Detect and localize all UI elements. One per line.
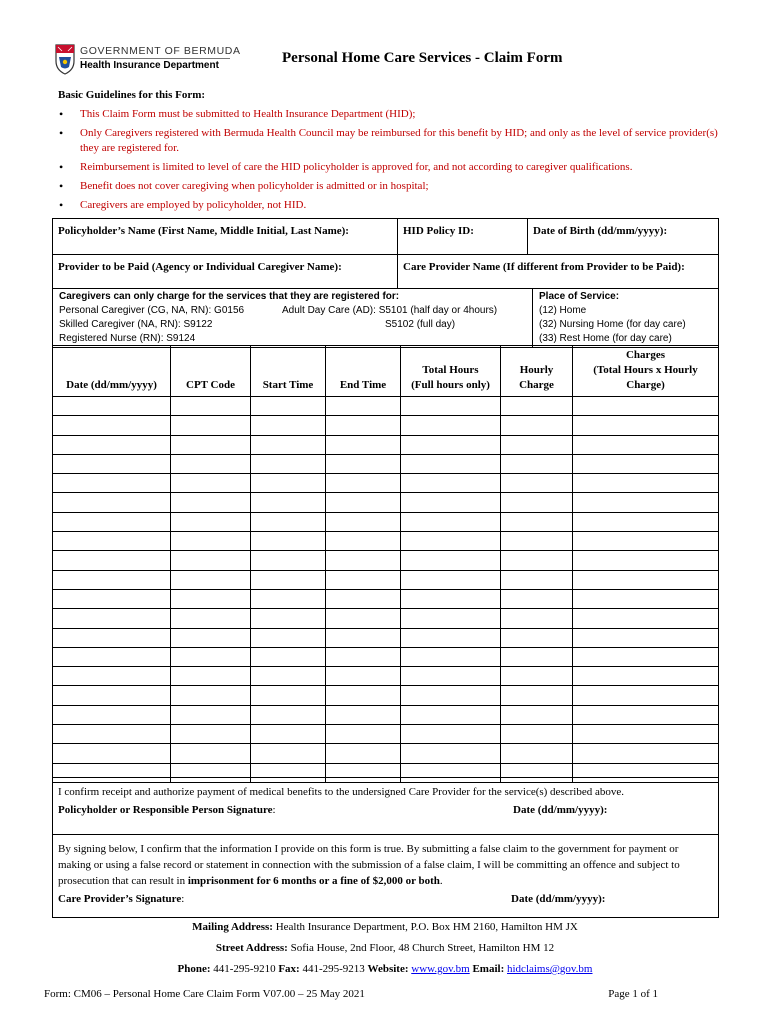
entry-cell[interactable] — [251, 667, 326, 686]
entry-cell[interactable] — [573, 397, 719, 416]
entry-cell[interactable] — [326, 609, 401, 628]
street-address — [52, 938, 718, 959]
entry-cell[interactable] — [401, 474, 501, 493]
entry-cell[interactable] — [573, 474, 719, 493]
table-row — [53, 725, 719, 744]
entry-cell[interactable] — [401, 725, 501, 744]
col-date-label: Date (dd/mm/yyyy) — [66, 379, 157, 391]
table-row — [53, 512, 719, 531]
col-charges — [573, 346, 719, 397]
entry-cell[interactable] — [171, 570, 251, 589]
entry-cell[interactable] — [401, 551, 501, 570]
declaration-end: . — [439, 875, 443, 887]
hid-policy-id-label: HID Policy ID: — [403, 225, 474, 237]
table-row — [53, 686, 719, 705]
entry-cell[interactable] — [573, 686, 719, 705]
entry-cell[interactable] — [501, 647, 573, 666]
entry-cell[interactable] — [573, 493, 719, 512]
entry-cell[interactable] — [251, 532, 326, 551]
entry-cell[interactable] — [53, 474, 171, 493]
entry-cell[interactable] — [53, 647, 171, 666]
service-codes-cell — [53, 289, 533, 348]
col-total-hours — [401, 346, 501, 397]
date-of-birth-label: Date of Birth (dd/mm/yyyy): — [533, 225, 668, 237]
col-hourly-sublabel: Charge — [519, 379, 554, 391]
entry-cell[interactable] — [53, 686, 171, 705]
website-link[interactable]: www.gov.bm — [411, 963, 470, 975]
declaration-penalty: imprisonment for 6 months or a fine of $2,000 or both — [187, 875, 440, 887]
guideline-item: • This Claim Form must be submitted to Health Insurance Department (HID); — [58, 107, 718, 122]
col-charges-label: Charges — [625, 349, 666, 361]
col-cpt-code — [171, 346, 251, 397]
table-row — [53, 435, 719, 454]
entry-cell[interactable] — [501, 435, 573, 454]
phone-fax-web-email — [52, 959, 718, 980]
form-header — [52, 40, 722, 80]
entry-cell[interactable] — [171, 725, 251, 744]
policyholder-name-field[interactable] — [53, 219, 398, 255]
guideline-item: • Caregivers are employed by policyholder, not HID. — [58, 198, 718, 213]
email-link[interactable]: hidclaims@gov.bm — [507, 963, 593, 975]
declaration-text — [58, 841, 713, 889]
entry-cell[interactable] — [501, 589, 573, 608]
contact-information — [52, 917, 718, 980]
provider-to-be-paid-label: Provider to be Paid (Agency or Individual Caregiver Name): — [58, 261, 342, 273]
table-row — [53, 589, 719, 608]
department-name: Health Insurance Department — [80, 60, 219, 71]
col-charges-sublabel: (Total Hours x Hourly — [593, 364, 698, 376]
entry-cell[interactable] — [171, 589, 251, 608]
place-of-service-cell — [533, 289, 719, 348]
signature-table — [52, 777, 719, 918]
place-nursing-home: (32) Nursing Home (for day care) — [539, 319, 686, 330]
entry-cell[interactable] — [326, 628, 401, 647]
entry-cell[interactable] — [251, 609, 326, 628]
entry-cell[interactable] — [401, 609, 501, 628]
website-label: Website: — [367, 963, 409, 975]
provider-signature-field[interactable] — [58, 891, 184, 907]
entry-cell[interactable] — [171, 705, 251, 724]
entry-cell[interactable] — [53, 667, 171, 686]
table-row — [53, 416, 719, 435]
table-row — [53, 532, 719, 551]
place-of-service-title: Place of Service: — [539, 291, 620, 302]
policyholder-name-label: Policyholder’s Name (First Name, Middle Initial, Last Name): — [58, 225, 349, 237]
provider-signature-label: Care Provider’s Signature — [58, 893, 182, 905]
entry-cell[interactable] — [326, 551, 401, 570]
table-row — [53, 628, 719, 647]
entry-cell[interactable] — [53, 551, 171, 570]
table-row — [53, 744, 719, 763]
col-start-time — [251, 346, 326, 397]
entry-cell[interactable] — [53, 454, 171, 473]
entry-cell[interactable] — [326, 474, 401, 493]
entry-cell[interactable] — [53, 512, 171, 531]
entry-cell[interactable] — [401, 589, 501, 608]
entry-cell[interactable] — [171, 454, 251, 473]
entry-cell[interactable] — [326, 454, 401, 473]
entry-cell[interactable] — [501, 416, 573, 435]
entry-cell[interactable] — [501, 570, 573, 589]
provider-signature-colon: : — [181, 893, 185, 905]
entry-cell[interactable] — [326, 435, 401, 454]
entry-cell[interactable] — [326, 686, 401, 705]
logo-divider — [80, 58, 230, 59]
entry-cell[interactable] — [401, 454, 501, 473]
place-home: (12) Home — [539, 305, 587, 316]
entry-cell[interactable] — [53, 628, 171, 647]
policyholder-signature-colon: : — [272, 804, 276, 816]
entry-cell[interactable] — [53, 416, 171, 435]
street-address-value: Sofia House, 2nd Floor, 48 Church Street, Hamilton HM 12 — [287, 942, 555, 954]
entry-cell[interactable] — [573, 725, 719, 744]
entry-cell[interactable] — [401, 570, 501, 589]
entry-cell[interactable] — [326, 589, 401, 608]
col-charges-sublabel-2: Charge) — [626, 379, 665, 391]
col-hourly-charge — [501, 346, 573, 397]
guideline-item: • Reimbursement is limited to level of care the HID policyholder is approved for, and not according to caregiver qualifications. — [58, 160, 718, 175]
entry-cell[interactable] — [326, 667, 401, 686]
entry-cell[interactable] — [171, 667, 251, 686]
fax-value: 441-295-9213 — [299, 963, 368, 975]
entry-cell[interactable] — [53, 532, 171, 551]
entry-cell[interactable] — [501, 474, 573, 493]
entry-cell[interactable] — [251, 705, 326, 724]
provider-date-field[interactable] — [511, 891, 605, 907]
entry-cell[interactable] — [326, 493, 401, 512]
entry-cell[interactable] — [573, 454, 719, 473]
phone-label: Phone: — [177, 963, 211, 975]
entry-cell[interactable] — [53, 725, 171, 744]
entry-cell[interactable] — [326, 570, 401, 589]
entry-cell[interactable] — [501, 551, 573, 570]
entry-cell[interactable] — [251, 397, 326, 416]
col-end-time — [326, 346, 401, 397]
entry-cell[interactable] — [573, 647, 719, 666]
hid-policy-id-field[interactable] — [398, 219, 528, 255]
policyholder-signature-field[interactable] — [58, 802, 276, 818]
entry-cell[interactable] — [326, 416, 401, 435]
table-row — [53, 667, 719, 686]
provider-declaration-cell — [53, 835, 719, 918]
street-address-label: Street Address: — [215, 942, 288, 954]
entry-cell[interactable] — [501, 512, 573, 531]
entry-cell[interactable] — [501, 493, 573, 512]
entry-cell[interactable] — [53, 397, 171, 416]
entry-cell[interactable] — [251, 551, 326, 570]
col-date — [53, 346, 171, 397]
entry-cell[interactable] — [53, 744, 171, 763]
entry-cell[interactable] — [326, 397, 401, 416]
care-provider-name-label: Care Provider Name (If different from Provider to be Paid): — [403, 261, 685, 273]
entry-cell[interactable] — [251, 647, 326, 666]
entry-cell[interactable] — [53, 705, 171, 724]
government-logo — [52, 43, 241, 79]
policyholder-info-table — [52, 218, 719, 289]
entry-cell[interactable] — [401, 532, 501, 551]
col-hourly-label: Hourly — [519, 364, 554, 376]
entry-cell[interactable] — [251, 686, 326, 705]
entry-cell[interactable] — [573, 628, 719, 647]
entry-cell[interactable] — [573, 532, 719, 551]
entry-cell[interactable] — [326, 512, 401, 531]
entry-cell[interactable] — [573, 705, 719, 724]
entry-cell[interactable] — [401, 416, 501, 435]
entry-cell[interactable] — [501, 744, 573, 763]
entry-cell[interactable] — [251, 725, 326, 744]
entry-cell[interactable] — [171, 744, 251, 763]
entry-cell[interactable] — [501, 532, 573, 551]
registered-nurse-code: Registered Nurse (RN): S9124 — [59, 333, 196, 344]
entry-cell[interactable] — [171, 532, 251, 551]
entry-cell[interactable] — [573, 589, 719, 608]
entry-cell[interactable] — [326, 532, 401, 551]
service-codes-heading: Caregivers can only charge for the services that they are registered for: — [59, 291, 400, 302]
entry-cell[interactable] — [573, 744, 719, 763]
entry-cell[interactable] — [401, 435, 501, 454]
entry-cell[interactable] — [251, 474, 326, 493]
date-of-birth-field[interactable] — [528, 219, 719, 255]
entry-cell[interactable] — [401, 628, 501, 647]
provider-to-be-paid-field[interactable] — [53, 255, 398, 289]
entry-cell[interactable] — [501, 686, 573, 705]
entry-cell[interactable] — [171, 551, 251, 570]
entry-cell[interactable] — [501, 667, 573, 686]
entry-cell[interactable] — [501, 705, 573, 724]
entry-cell[interactable] — [401, 744, 501, 763]
entry-cell[interactable] — [401, 512, 501, 531]
table-row — [53, 609, 719, 628]
entry-cell[interactable] — [573, 667, 719, 686]
page-number: Page 1 of 1 — [608, 988, 658, 1000]
entry-cell[interactable] — [251, 416, 326, 435]
policyholder-authorization-cell — [53, 778, 719, 835]
bermuda-crest-icon — [54, 43, 76, 75]
entry-cell[interactable] — [53, 570, 171, 589]
entry-cell[interactable] — [53, 435, 171, 454]
entry-cell[interactable] — [171, 397, 251, 416]
entry-cell[interactable] — [171, 416, 251, 435]
entry-cell[interactable] — [326, 705, 401, 724]
guideline-item: • Benefit does not cover caregiving when policyholder is admitted or in hospital; — [58, 179, 718, 194]
care-provider-name-field[interactable] — [398, 255, 719, 289]
service-entries-table — [52, 345, 719, 783]
policyholder-signature-label: Policyholder or Responsible Person Signature — [58, 804, 273, 816]
entry-cell[interactable] — [251, 435, 326, 454]
col-end-label: End Time — [339, 379, 387, 391]
entry-cell[interactable] — [573, 416, 719, 435]
entry-cell[interactable] — [401, 667, 501, 686]
entry-cell[interactable] — [171, 493, 251, 512]
entry-cell[interactable] — [501, 609, 573, 628]
entry-cell[interactable] — [171, 474, 251, 493]
provider-date-label: Date (dd/mm/yyyy): — [511, 893, 606, 905]
entry-cell[interactable] — [573, 512, 719, 531]
entry-cell[interactable] — [326, 725, 401, 744]
entry-cell[interactable] — [326, 744, 401, 763]
entry-cell[interactable] — [53, 609, 171, 628]
authorization-text: I confirm receipt and authorize payment of medical benefits to the undersigned Care Provider for the service(s) described above. — [58, 786, 624, 798]
col-total-hours-sublabel: (Full hours only) — [411, 379, 490, 391]
guideline-item: • Only Caregivers registered with Bermuda Health Council may be reimbursed for this benefit by HID; and only as the level of service provider(s) they are registered for. — [58, 126, 718, 156]
declaration-body: By signing below, I confirm that the information I provide on this form is true. By submitting a false claim to the government for payment or making or using a false record or statement in connection with the submission of a false claim, I will be committing an offence and subject to prosecution that can result in — [58, 843, 680, 887]
table-row — [53, 551, 719, 570]
entry-cell[interactable] — [251, 744, 326, 763]
entry-cell[interactable] — [251, 570, 326, 589]
table-row — [53, 474, 719, 493]
entry-cell[interactable] — [171, 512, 251, 531]
entry-cell[interactable] — [501, 725, 573, 744]
entry-cell[interactable] — [251, 512, 326, 531]
fax-label: Fax: — [278, 963, 300, 975]
mailing-address — [52, 917, 718, 938]
entry-cell[interactable] — [573, 551, 719, 570]
entry-cell[interactable] — [251, 493, 326, 512]
guidelines-list — [58, 107, 718, 213]
mailing-address-label: Mailing Address: — [192, 921, 273, 933]
table-row — [53, 493, 719, 512]
mailing-address-value: Health Insurance Department, P.O. Box HM 2160, Hamilton HM JX — [272, 921, 578, 933]
personal-caregiver-code: Personal Caregiver (CG, NA, RN): G0156 — [59, 305, 245, 316]
policyholder-date-label: Date (dd/mm/yyyy): — [513, 804, 608, 816]
entry-cell[interactable] — [53, 589, 171, 608]
entry-cell[interactable] — [53, 493, 171, 512]
policyholder-date-field[interactable] — [513, 802, 607, 818]
guidelines-title: Basic Guidelines for this Form: — [58, 89, 206, 101]
adult-day-care-code: Adult Day Care (AD): S5101 (half day or 4hours) — [282, 305, 498, 316]
phone-value: 441-295-9210 — [210, 963, 279, 975]
entry-cell[interactable] — [573, 609, 719, 628]
col-start-label: Start Time — [262, 379, 314, 391]
entry-cell[interactable] — [573, 435, 719, 454]
entry-cell[interactable] — [501, 628, 573, 647]
entry-cell[interactable] — [401, 647, 501, 666]
place-rest-home: (33) Rest Home (for day care) — [539, 333, 672, 344]
table-header-row — [53, 346, 719, 397]
entry-cell[interactable] — [251, 628, 326, 647]
skilled-caregiver-code: Skilled Caregiver (NA, RN): S9122 — [59, 319, 213, 330]
entry-cell[interactable] — [171, 686, 251, 705]
table-row — [53, 705, 719, 724]
entry-cell[interactable] — [326, 647, 401, 666]
entry-cell[interactable] — [171, 609, 251, 628]
entry-cell[interactable] — [401, 705, 501, 724]
table-row — [53, 647, 719, 666]
services-table — [52, 288, 719, 348]
basic-guidelines — [58, 88, 718, 217]
entry-cell[interactable] — [573, 570, 719, 589]
entry-cell[interactable] — [171, 435, 251, 454]
entry-cell[interactable] — [501, 454, 573, 473]
page-title: Personal Home Care Services - Claim Form — [282, 50, 563, 66]
entry-cell[interactable] — [401, 686, 501, 705]
entry-cell[interactable] — [401, 493, 501, 512]
entry-cell[interactable] — [401, 397, 501, 416]
entry-cell[interactable] — [251, 589, 326, 608]
col-total-hours-label: Total Hours — [422, 364, 479, 376]
form-identifier: Form: CM06 – Personal Home Care Claim Form V07.00 – 25 May 2021 — [44, 988, 365, 1000]
entry-cell[interactable] — [171, 647, 251, 666]
entry-cell[interactable] — [171, 628, 251, 647]
entry-cell[interactable] — [251, 454, 326, 473]
email-label: Email: — [472, 963, 505, 975]
government-name: GOVERNMENT OF BERMUDA — [80, 45, 241, 57]
table-row — [53, 570, 719, 589]
table-row — [53, 454, 719, 473]
adult-day-care-full-code: S5102 (full day) — [385, 319, 456, 330]
col-cpt-label: CPT Code — [186, 379, 235, 391]
table-row — [53, 397, 719, 416]
entry-cell[interactable] — [501, 397, 573, 416]
